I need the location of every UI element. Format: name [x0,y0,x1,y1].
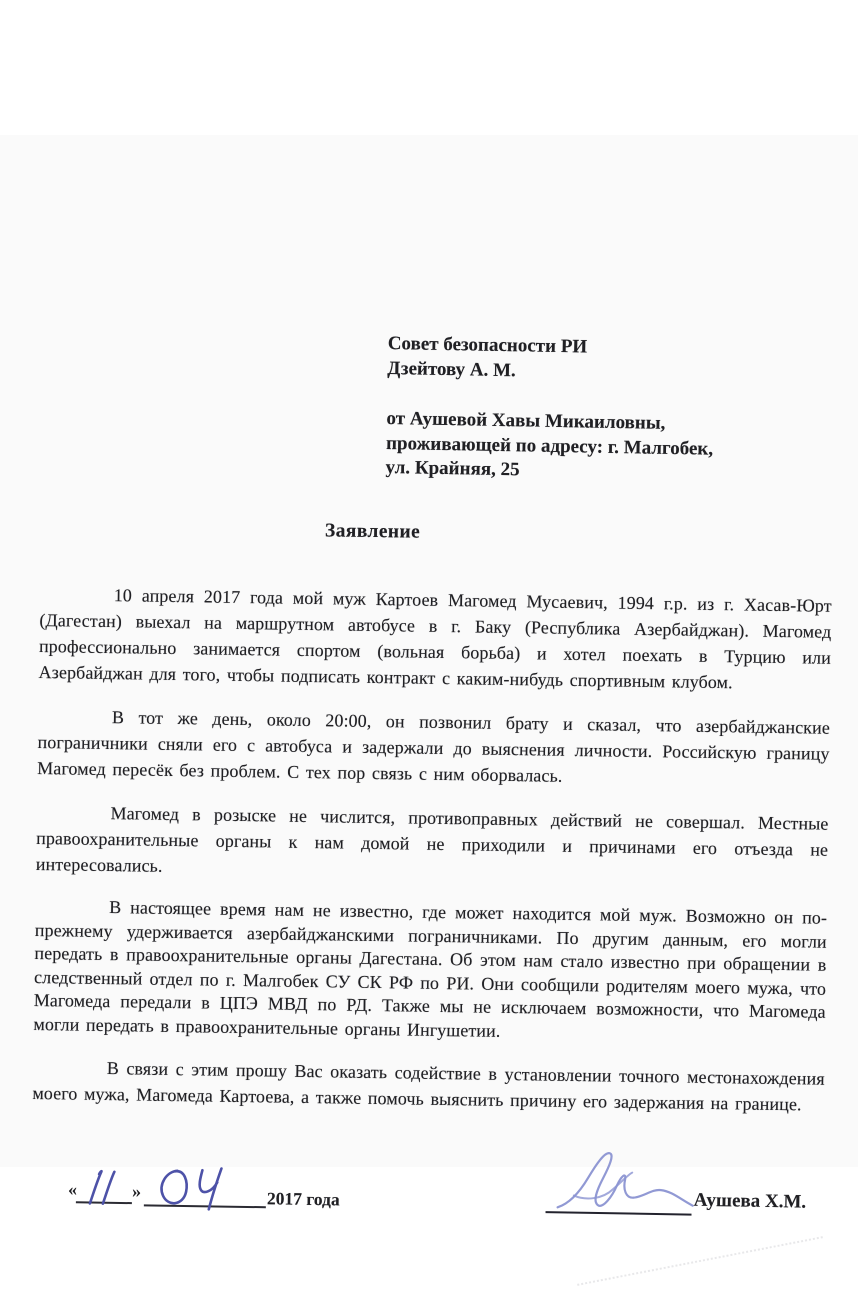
handwritten-month-ink [152,1162,229,1213]
recipient-person: Дзейтову А. М. [387,357,516,381]
signature-name: Аушева Х.М. [693,1189,807,1213]
day-stroke-2 [103,1172,115,1204]
paragraph-1: 10 апреля 2017 года мой муж Картоев Магомед Мусаевич, 1994 г.р. из г. Хасав-Юрт (Дагестан) выехал на маршрутном автобусе в г. Баку (Республика Азербайджан). Магомед профессионально занимается спортом (вольная борьба) и хотел поехать в Турцию или Азербайджан для того, чтобы подписать контракт с каким-нибудь спортивным клубом. [38,585,832,693]
scan-sheet [0,135,858,1213]
open-quote: « [67,1179,78,1200]
sender-address-1: проживающей по адресу: г. Малгобек, [385,432,714,460]
body-text [32,581,832,1136]
date-row [59,1163,420,1233]
sender-name: от Аушевой Хавы Микаиловны, [386,407,666,434]
signature-row [539,1143,840,1232]
paragraph-4: В настоящее время нам не известно, где может находится мой муж. Возможно он по-прежнему удерживается азербайджанскими пограничниками. По другим данным, его могли передать в правоохранительные органы Дагестана. Об этом нам стало известно при обращении в следственный отдел по г. Малгобек СУ СК РФ по РИ. Они сообщили родителям моего мужа, что Магомеда передали в ЦПЭ МВД по РД. Также мы не исключаем возможности, что Магомеда могли передать в правоохранительные органы Ингушетии. [33,897,828,1041]
handwritten-signature-ink [547,1147,698,1218]
address-block [385,332,808,488]
sender-address-2: ул. Крайняя, 25 [385,456,520,481]
close-quote: » [131,1181,142,1202]
document-title: Заявление [324,520,421,543]
year-label: 2017 года [266,1188,340,1210]
handwritten-day-ink [82,1165,123,1208]
day-stroke-1 [90,1171,102,1204]
paragraph-5: В связи с этим прошу Вас оказать содействие в установлении точного местонахождения моего мужа, Магомеда Картоева, а также помочь выяснить причину его задержания на границе. [32,1058,825,1115]
paragraph-3: Магомед в розыске не числится, противоправных действий не совершал. Местные правоохранительные органы к нам домой не приходили и причинами его отъезда не интересовались. [35,803,829,876]
paragraph-2: В тот же день, около 20:00, он позвонил брату и сказал, что азербайджанские пограничники сняли его с автобуса и задержали до выяснения личности. Российскую границу Магомед пересёк без проблем. С тех пор связь с ним оборвалась. [37,707,831,786]
month-stroke-0 [161,1171,187,1204]
scan-noise-artifact [577,1236,823,1286]
signature-stroke-1 [558,1152,694,1209]
recipient-org: Совет безопасности РИ [387,332,588,358]
